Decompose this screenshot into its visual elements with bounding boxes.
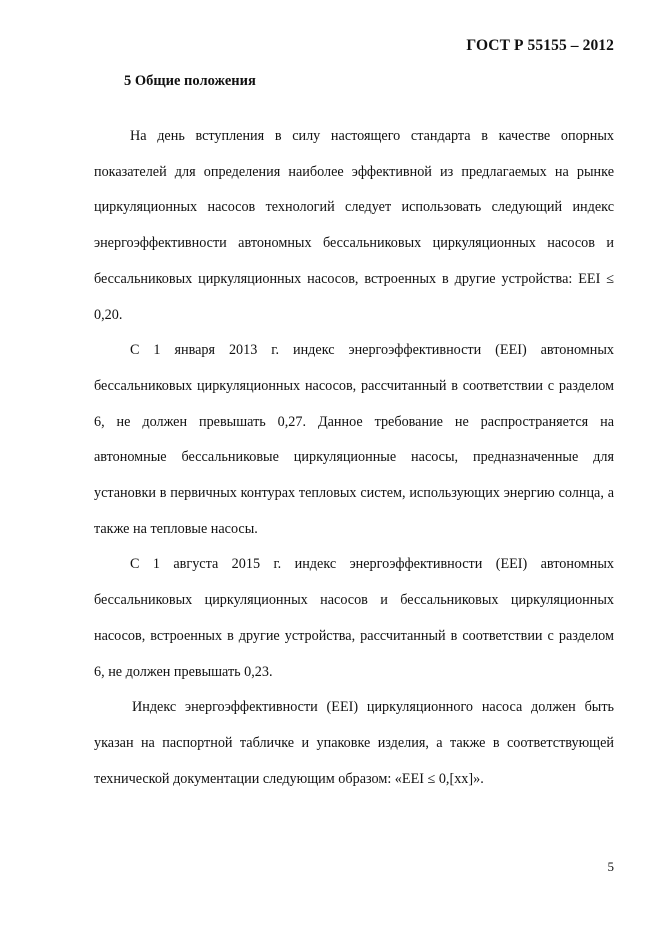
- paragraph-marking-requirement: Индекс энергоэффективности (EEI) циркуляционного насоса должен быть указан на паспортной табличке и упаковке изделия, а также в соответствующей технической документации следующим образом: «EEI ≤ 0,[xx]».: [94, 699, 614, 787]
- paragraph-requirement-2013: С 1 января 2013 г. индекс энергоэффективности (EEI) автономных бессальниковых циркуляционных насосов, рассчитанный в соответствии с разделом 6, не должен превышать 0,27. Данное требование не распространяется на автономные бессальниковые циркуляционные насосы, предназначенные для установки в первичных контурах тепловых систем, использующих энергию солнца, а также на тепловые насосы.: [94, 342, 614, 537]
- paragraph-requirement-2015: С 1 августа 2015 г. индекс энергоэффективности (EEI) автономных бессальниковых циркуляционных насосов и бессальниковых циркуляционных насосов, встроенных в другие устройства, рассчитанный в соответствии с разделом 6, не должен превышать 0,23.: [94, 556, 614, 680]
- standard-designation: ГОСТ Р 55155 – 2012: [466, 37, 614, 54]
- section-title: 5 Общие положения: [124, 73, 256, 89]
- section-body: [94, 119, 614, 797]
- page-number: 5: [607, 859, 614, 874]
- paragraph-reference-indicator: На день вступления в силу настоящего стандарта в качестве опорных показателей для определения наиболее эффективной из предлагаемых на рынке циркуляционных насосов технологий следует использовать следующий индекс энергоэффективности автономных бессальниковых циркуляционных насосов и бессальниковых циркуляционных насосов, встроенных в другие устройства: EEI ≤ 0,20.: [94, 128, 614, 323]
